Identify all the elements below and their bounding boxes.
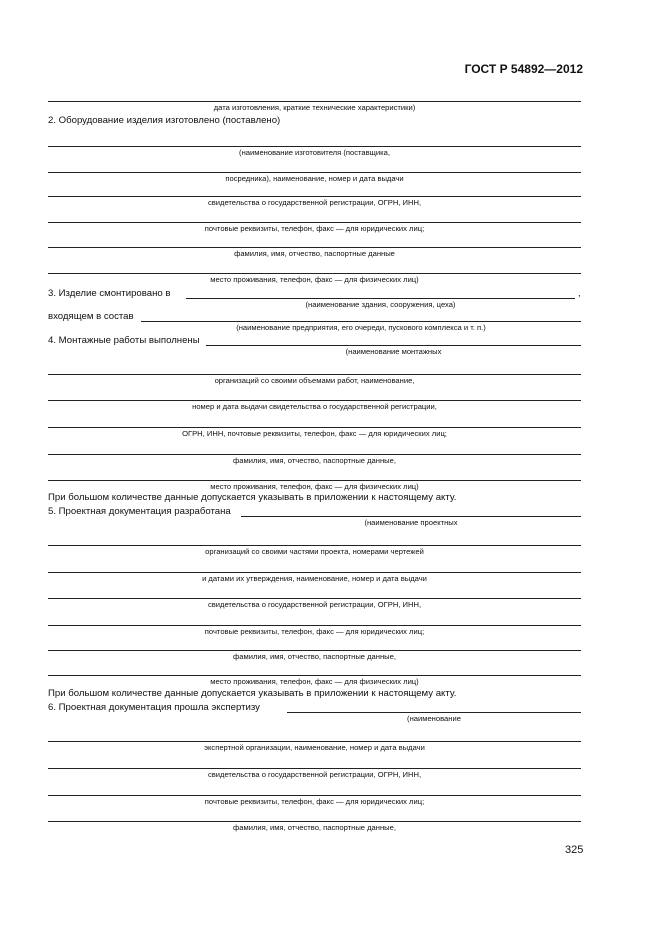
form-field-caption: и датами их утверждения, наименование, номер и дата выдачи — [202, 574, 427, 583]
form-field-label: 6. Проектная документация прошла экспертизу — [48, 702, 260, 713]
form-field-caption: фамилия, имя, отчество, паспортные данные, — [233, 652, 396, 661]
form-fill-line — [48, 741, 581, 742]
form-field-caption: свидетельства о государственной регистрации, ОГРН, ИНН, — [207, 600, 422, 609]
form-fill-line — [186, 298, 575, 299]
form-fill-line — [206, 345, 581, 346]
form-field-caption: номер и дата выдачи свидетельства о государственной регистрации, — [192, 402, 437, 411]
form-fill-line — [141, 321, 581, 322]
form-field-caption: (наименование изготовителя (поставщика, — [239, 148, 390, 157]
form-field-caption: (наименование — [407, 714, 461, 723]
form-fill-line — [48, 101, 581, 102]
form-field-caption: организаций со своими объемами работ, наименование, — [214, 376, 415, 385]
form-field-label: 5. Проектная документация разработана — [48, 506, 231, 517]
form-field-caption: (наименование монтажных — [345, 347, 442, 356]
form-field-label: 3. Изделие смонтировано в — [48, 288, 171, 299]
form-field-caption: фамилия, имя, отчество, паспортные данные, — [233, 456, 396, 465]
form-fill-line — [241, 516, 581, 517]
form-field-caption: (наименование проектных — [364, 518, 458, 527]
form-field-caption: (наименование предприятия, его очереди, пускового комплекса и т. п.) — [236, 323, 486, 332]
form-field-caption: место проживания, телефон, факс — для физических лиц) — [210, 482, 419, 491]
form-fill-line — [48, 480, 581, 481]
form-field-label: 4. Монтажные работы выполнены — [48, 335, 200, 346]
form-fill-line — [48, 545, 581, 546]
form-field-caption: дата изготовления, краткие технические характеристики) — [213, 103, 416, 112]
page-number: 325 — [565, 844, 584, 856]
form-fill-line — [48, 196, 581, 197]
form-fill-line — [48, 222, 581, 223]
form-fill-line — [48, 795, 581, 796]
form-field-caption: место проживания, телефон, факс — для физических лиц) — [210, 275, 419, 284]
form-fill-line — [48, 374, 581, 375]
form-fill-line — [48, 273, 581, 274]
form-fill-line — [48, 675, 581, 676]
form-field-caption: организаций со своими частями проекта, номерами чертежей — [205, 547, 424, 556]
form-field-caption: посредника), наименование, номер и дата выдачи — [225, 174, 404, 183]
form-field-caption: почтовые реквизиты, телефон, факс — для юридических лиц; — [204, 627, 425, 636]
form-fill-line — [48, 146, 581, 147]
form-fill-line — [48, 598, 581, 599]
form-fill-line — [287, 712, 581, 713]
form-fill-line — [48, 172, 581, 173]
form-field-caption: свидетельства о государственной регистрации, ОГРН, ИНН, — [207, 770, 422, 779]
form-text: При большом количестве данные допускается указывать в приложении к настоящему акту. — [48, 688, 457, 699]
form-fill-line — [48, 454, 581, 455]
form-fill-line — [48, 768, 581, 769]
form-text: 2. Оборудование изделия изготовлено (поставлено) — [48, 115, 281, 126]
document-header: ГОСТ Р 54892—2012 — [464, 62, 583, 76]
form-fill-line — [48, 427, 581, 428]
form-text: При большом количестве данные допускается указывать в приложении к настоящему акту. — [48, 492, 457, 503]
form-field-caption: место проживания, телефон, факс — для физических лиц) — [210, 677, 419, 686]
form-field-caption: фамилия, имя, отчество, паспортные данные, — [233, 823, 396, 832]
form-field-caption: экспертной организации, наименование, номер и дата выдачи — [204, 743, 425, 752]
form-field-caption: свидетельства о государственной регистрации, ОГРН, ИНН, — [207, 198, 422, 207]
form-field-caption: фамилия, имя, отчество, паспортные данные — [234, 249, 395, 258]
form-field-label: входящем в состав — [48, 311, 134, 322]
form-fill-line — [48, 400, 581, 401]
form-line-suffix: , — [578, 288, 581, 299]
form-fill-line — [48, 821, 581, 822]
form-field-caption: почтовые реквизиты, телефон, факс — для юридических лиц; — [204, 224, 425, 233]
form-fill-line — [48, 625, 581, 626]
form-field-caption: ОГРН, ИНН, почтовые реквизиты, телефон, факс — для юридических лиц; — [182, 429, 447, 438]
form-fill-line — [48, 572, 581, 573]
form-field-caption: (наименование здания, сооружения, цеха) — [305, 300, 456, 309]
form-fill-line — [48, 650, 581, 651]
form-field-caption: почтовые реквизиты, телефон, факс — для юридических лиц; — [204, 797, 425, 806]
form-fill-line — [48, 247, 581, 248]
